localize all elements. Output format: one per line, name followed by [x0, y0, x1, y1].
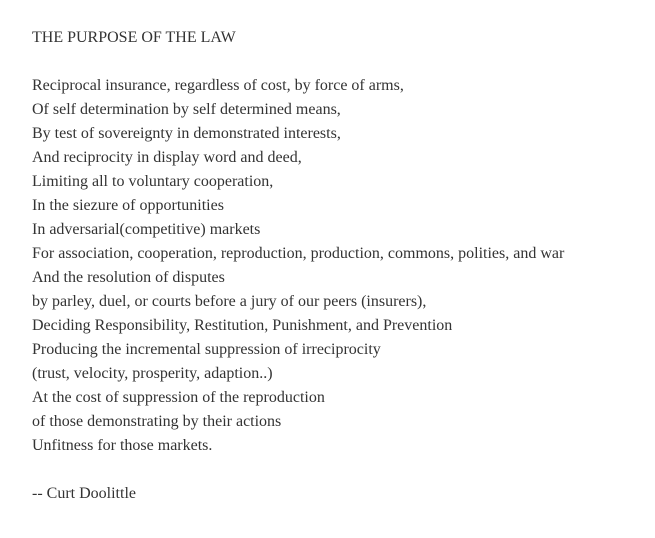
- poem-line: By test of sovereignty in demonstrated interests,: [32, 125, 341, 142]
- poem-attribution: -- Curt Doolittle: [32, 485, 136, 502]
- poem-line: by parley, duel, or courts before a jury of our peers (insurers),: [32, 293, 427, 310]
- poem-line: Limiting all to voluntary cooperation,: [32, 173, 274, 190]
- poem-line: Producing the incremental suppression of irreciprocity: [32, 341, 381, 358]
- poem-line: Unfitness for those markets.: [32, 437, 213, 454]
- poem-line: Deciding Responsibility, Restitution, Punishment, and Prevention: [32, 317, 453, 334]
- spacer: [32, 458, 642, 482]
- poem-line: of those demonstrating by their actions: [32, 413, 282, 430]
- poem-body: [32, 74, 642, 458]
- poem-line: For association, cooperation, reproduction, production, commons, polities, and war: [32, 245, 565, 262]
- poem-line: At the cost of suppression of the reproduction: [32, 389, 325, 406]
- poem-line: In the siezure of opportunities: [32, 197, 224, 214]
- poem-line: (trust, velocity, prosperity, adaption..): [32, 365, 273, 382]
- poem-line: Reciprocal insurance, regardless of cost, by force of arms,: [32, 77, 404, 94]
- poem-line: And reciprocity in display word and deed,: [32, 149, 302, 166]
- poem-line: Of self determination by self determined means,: [32, 101, 341, 118]
- poem-line: And the resolution of disputes: [32, 269, 225, 286]
- poem-line: In adversarial(competitive) markets: [32, 221, 261, 238]
- poem-document: [32, 26, 642, 506]
- spacer: [32, 50, 642, 74]
- poem-title: THE PURPOSE OF THE LAW: [32, 29, 236, 46]
